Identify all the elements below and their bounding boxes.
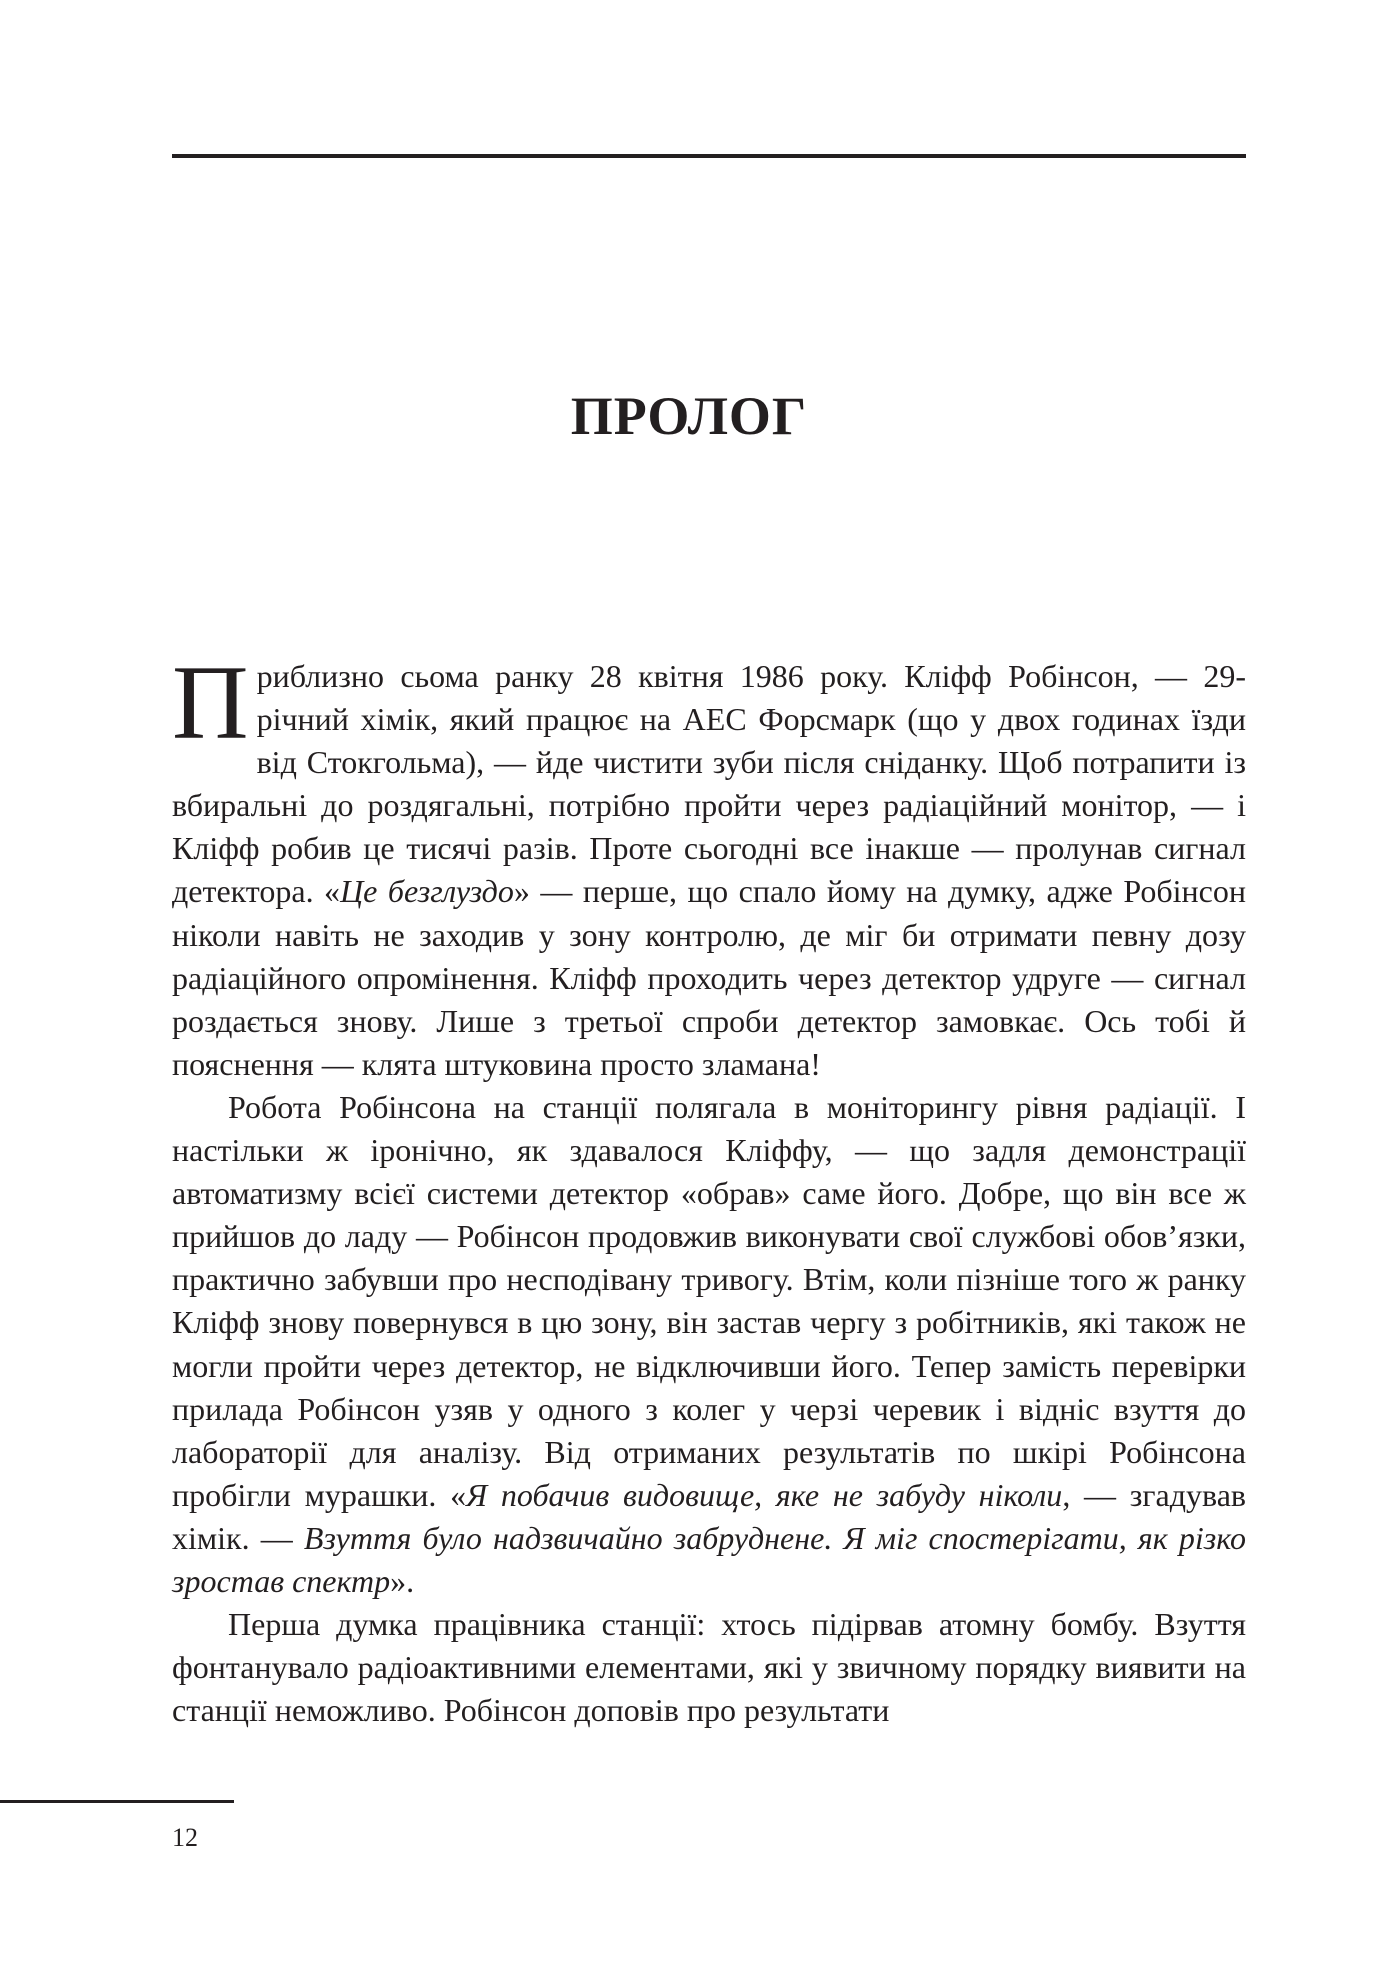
italic-segment: Це безглуздо: [340, 873, 514, 910]
text-segment: риблизно сьома ранку 28 квітня 1986 року. Кліфф Робінсон, — 29-річний хімік, який працює на АЕС Форсмарк (що у двох годинах їзди від Стокгольма), — йде чистити зуби після сніданку. Щоб потрапити із вбиральні до роздягальні, потрібно пройти через радіаційний монітор, — і Кліфф робив це тисячі разів. Проте сьогодні все інакше — пролунав сигнал детектора. «: [172, 658, 1246, 910]
text-segment: , — згадував хімік. —: [172, 1476, 1247, 1556]
paragraph-1: [172, 644, 1247, 1086]
text-segment: ».: [390, 1562, 415, 1599]
top-rule: [172, 154, 1246, 158]
text-segment: Робота Робінсона на станції полягала в моніторингу рівня радіації. І настільки ж іронічно, як здавалося Кліффу, — що задля демонстрації автоматизму всієї системи детектор «обрав» саме його. Добре, що він все ж прийшов до ладу — Робінсон продовжив виконувати свої службові обов’язки, практично забувши про несподівану тривогу. Втім, коли пізніше того ж ранку Кліфф знову повернувся в цю зону, він застав чергу з робітників, які також не могли пройти через детектор, не відключивши його. Тепер замість перевірки прилада Робінсон узяв у одного з колег у черзі черевик і відніс взуття до лабораторії для аналізу. Від отриманих результатів по шкірі Робінсона пробігли мурашки. «: [172, 1088, 1246, 1513]
text-segment: Перша думка працівника станції: хтось підірвав атомну бомбу. Взуття фонтанувало радіоактивними елементами, які у звичному порядку виявити на станції неможливо. Робінсон доповів про результати: [172, 1606, 1246, 1729]
page-number: 12: [172, 1823, 198, 1852]
footer-rule: [0, 1800, 234, 1803]
text-segment: » — перше, що спало йому на думку, адже Робінсон ніколи навіть не заходив у зону контролю, де міг би отримати певну дозу радіаційного опромінення. Кліфф проходить через детектор удруге — сигнал роздається знову. Лише з третьої спроби детектор замовкає. Ось тобі й пояснення — клята штуковина просто зламана!: [172, 873, 1247, 1082]
paragraph-2: [172, 1086, 1246, 1603]
paragraph-3: [172, 1603, 1246, 1732]
dropcap: П: [172, 644, 249, 761]
body-text: [172, 644, 1247, 1732]
italic-segment: Я побачив видовище, яке не забуду ніколи: [466, 1476, 1063, 1513]
chapter-title: ПРОЛОГ: [570, 386, 808, 446]
italic-segment: Взуття було надзвичайно забруднене. Я міг спостерігати, як різко зростав спектр: [172, 1519, 1247, 1599]
